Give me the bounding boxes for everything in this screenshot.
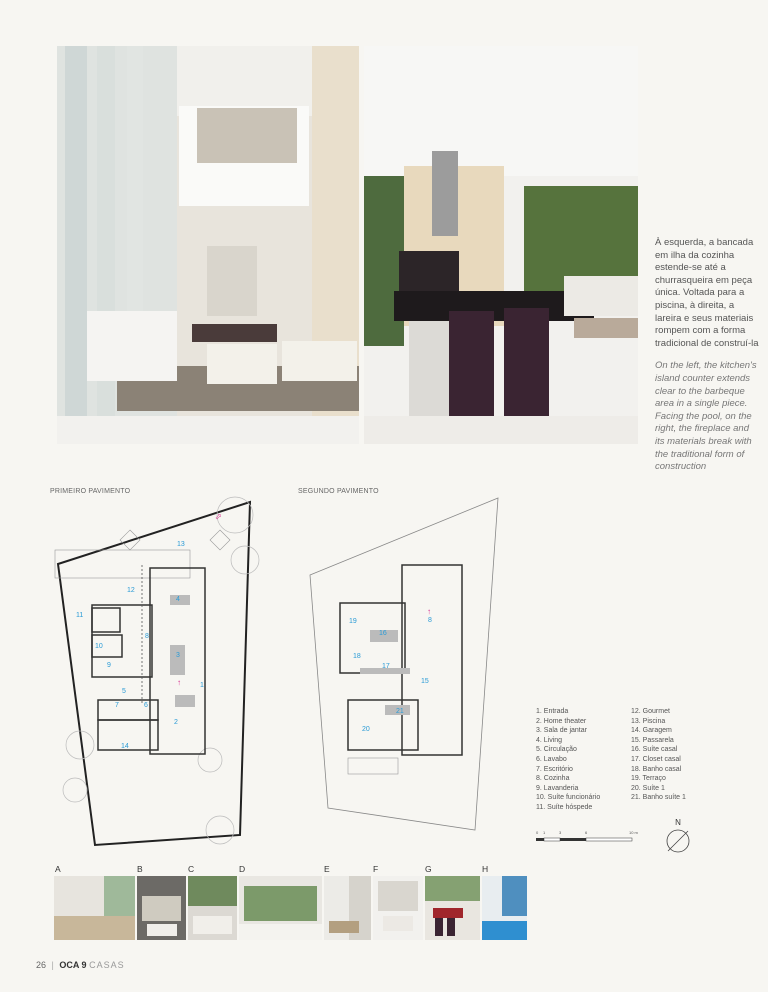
legend-item: 8. Cozinha — [536, 775, 570, 783]
thumb-letter-g: G — [425, 864, 432, 874]
room-label-18: 18 — [353, 653, 361, 660]
north-arrow-icon — [664, 818, 692, 858]
thumbnail-d — [239, 876, 322, 940]
thumb-letter-a: A — [55, 864, 61, 874]
room-label-19: 19 — [349, 618, 357, 625]
room-label-1: 1 — [200, 682, 204, 689]
room-label-4: 4 — [176, 596, 180, 603]
scale-tick: 10 m — [629, 830, 638, 835]
first-floor-title: PRIMEIRO PAVIMENTO — [50, 488, 131, 495]
second-floor-plan — [300, 490, 510, 835]
thumbnail-c — [188, 876, 237, 940]
room-label-9: 9 — [107, 662, 111, 669]
legend-item: 5. Circulação — [536, 746, 577, 754]
scale-tick: 1 — [543, 830, 546, 835]
legend-item: 11. Suíte hóspede — [536, 803, 593, 811]
living-room-photo — [57, 46, 359, 444]
legend-right — [631, 707, 686, 803]
legend-item: 3. Sala de jantar — [536, 727, 587, 735]
room-label-13: 13 — [177, 541, 185, 548]
room-label-14: 14 — [121, 743, 129, 750]
room-label-7: 7 — [115, 702, 119, 709]
thumb-letter-f: F — [373, 864, 379, 874]
scale-bar — [536, 832, 646, 846]
legend-item: 1. Entrada — [536, 708, 569, 715]
scale-tick: 6 — [585, 830, 588, 835]
legend-item: 7. Escritório — [536, 765, 573, 773]
first-floor-plan — [40, 490, 280, 850]
legend-item: 4. Living — [536, 736, 563, 744]
room-label-8: 8 — [428, 617, 432, 624]
legend-item: 10. Suíte funcionário — [536, 794, 601, 802]
room-label-10: 10 — [95, 643, 103, 650]
thumb-letter-h: H — [482, 864, 489, 874]
thumb-letter-c: C — [188, 864, 195, 874]
entry-arrow-icon: ⬀ — [215, 512, 222, 521]
second-floor-title: SEGUNDO PAVIMENTO — [298, 488, 379, 495]
legend-item: 21. Banho suíte 1 — [631, 794, 686, 802]
room-label-2: 2 — [174, 719, 178, 726]
room-label-6: 6 — [144, 702, 148, 709]
section-name: CASAS — [89, 960, 125, 970]
room-label-11: 11 — [76, 612, 84, 619]
scale-tick: 0 — [536, 830, 539, 835]
legend-left — [536, 707, 600, 813]
room-label-20: 20 — [362, 726, 370, 733]
room-label-12: 12 — [127, 587, 135, 594]
legend-item: 15. Passarela — [631, 736, 674, 744]
room-label-17: 17 — [382, 663, 390, 670]
legend-item: 14. Garagem — [631, 727, 672, 735]
room-label-16: 16 — [379, 630, 387, 637]
legend-item: 13. Piscina — [631, 717, 666, 725]
page-number: 26 — [36, 960, 47, 970]
stair-arrow-icon: ↑ — [427, 607, 431, 616]
thumb-letter-e: E — [324, 864, 330, 874]
thumbnail-b — [137, 876, 186, 940]
thumbnail-g — [425, 876, 480, 940]
room-label-15: 15 — [421, 678, 429, 685]
room-label-5: 5 — [122, 688, 126, 695]
legend-item: 19. Terraço — [631, 775, 666, 783]
thumbnail-a — [54, 876, 135, 940]
legend-item: 9. Lavanderia — [536, 784, 579, 792]
legend-item: 12. Gourmet — [631, 708, 670, 715]
scale-tick: 3 — [559, 830, 562, 835]
thumb-letter-b: B — [137, 864, 143, 874]
room-label-3: 3 — [176, 652, 180, 659]
north-label: N — [675, 818, 681, 827]
room-label-8: 8 — [145, 633, 149, 640]
legend-item: 2. Home theater — [536, 717, 587, 725]
thumbnail-f — [373, 876, 423, 940]
page-footer: 26 | OCA 9 CASAS — [36, 960, 125, 970]
caption-portuguese: À esquerda, a bancada em ilha da cozinha estende-se até a churrasqueira em peça única. Voltada para a piscina, à direita, a lareira e seus materiais rompem com a forma tradicional de construí-la — [655, 237, 759, 349]
thumbnail-h — [482, 876, 527, 940]
photo-caption — [655, 237, 759, 484]
room-label-21: 21 — [396, 708, 404, 715]
entry-arrow-icon: ↑ — [177, 678, 181, 687]
legend-item: 18. Banho casal — [631, 765, 682, 773]
legend-item: 17. Closet casal — [631, 755, 681, 763]
caption-english: On the left, the kitchen's island counter extends clear to the barbeque area in a single piece. Facing the pool, on the right, the fireplace and its materials break with the traditional form of construction — [655, 360, 757, 473]
kitchen-photo — [364, 46, 638, 444]
legend-item: 16. Suíte casal — [631, 746, 678, 754]
magazine-name: OCA 9 — [59, 960, 87, 970]
thumb-letter-d: D — [239, 864, 246, 874]
legend-item: 20. Suíte 1 — [631, 784, 665, 792]
thumbnail-e — [324, 876, 371, 940]
legend-item: 6. Lavabo — [536, 755, 567, 763]
